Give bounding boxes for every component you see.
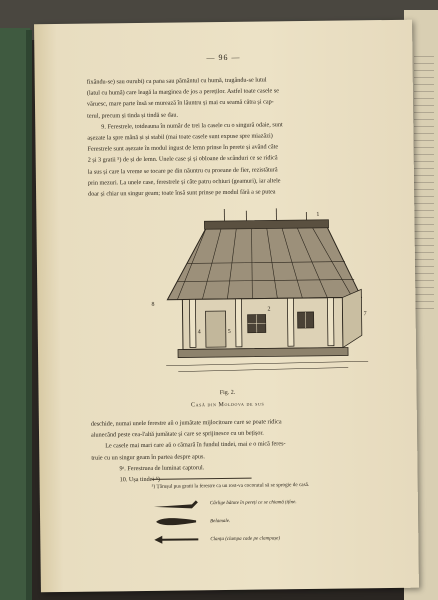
tool-item-label: Belamale. <box>210 518 231 524</box>
text-line: prin mezuri. La unele case, ferestrele și câte patru ochiuri (geamuri), iar altele <box>87 177 281 187</box>
tool-item-hinges <box>152 514 230 529</box>
svg-text:7: 7 <box>363 311 367 318</box>
latch-illustration <box>152 532 202 547</box>
tool-item-label: Clanța (clampa cade pe clampușe) <box>210 535 281 542</box>
text-line: 9. Ferestrele, totdeauna în număr de trei la casele cu o singură odaie, sunt <box>101 121 283 131</box>
figure-label: Fig. 2. <box>219 389 236 397</box>
text-line: Le casele mai mari care aŭ o cămară în fundul tindei, mai e o mică feres- <box>105 440 286 450</box>
text-line: Ferestrele sunt așezate în modul ingust de lemn prinse în perete și având câte <box>87 143 279 153</box>
body-text-bottom <box>91 415 422 486</box>
svg-text:2: 2 <box>267 306 271 313</box>
tool-item-hooks <box>152 495 297 511</box>
svg-text:4: 4 <box>197 329 201 336</box>
text-line: doar și chiar un singur geam; toate însă sunt prinse pe modul fără a se putea <box>88 188 276 198</box>
footnote: ⁵) Țărușul pus gratii la ferestre ca un rost-va cocoratul să se sprogie de casă. <box>151 481 310 490</box>
svg-text:8: 8 <box>151 301 155 308</box>
text-line: alunecând peste cea-l'altă jumătate și care se sprijinesce cu un bețișor. <box>90 429 264 439</box>
text-line: deschide, numai unele ferestre aŭ o jumătate mijlocitoare care se poate ridica <box>90 418 282 428</box>
svg-text:5: 5 <box>227 328 231 335</box>
list-item: 10. Ușa tindei ⁶) <box>119 475 160 484</box>
list-item: 9ᵃ. Ferestruea de luminat captorul. <box>119 464 205 473</box>
house-illustration <box>146 205 378 378</box>
page-number: — 96 — <box>206 52 241 63</box>
text-line: (latul cu humă) care leagă la marginea de jos a pereților. Astfel toate casele se <box>86 87 280 97</box>
text-line: fixându-se) sau ourubi) ca pana sau pământul cu humă, tragându-se lutul <box>86 76 267 86</box>
text-line: așezate la spre mână și și stabil (mai toate casele sunt expuse spre miazăzi) <box>87 132 273 142</box>
text-line: truie cu un singur geam în partea despre apus. <box>91 452 205 462</box>
tool-item-latch <box>152 531 280 547</box>
tool-item-label: Cârlige bătute în pereți ce se chiamă țițîne. <box>209 499 297 506</box>
hook-illustration <box>152 496 202 511</box>
body-text-top <box>87 73 418 200</box>
text-line: 2 și 3 gratii ⁵) de și de lemn. Unele case și și obloane de scânduri ce se ridică <box>87 154 278 165</box>
figure-caption: Casă din Moldova de sus <box>190 401 265 409</box>
text-line: terul, precum și tinda și tindă se dau. <box>87 111 179 120</box>
hinge-illustration <box>152 514 202 529</box>
text-line: văruesc, mare parte însă se murează în lăuntru și mai cu seamă cătra și cap- <box>86 98 274 109</box>
book-page <box>34 20 419 593</box>
svg-text:1: 1 <box>316 211 320 218</box>
text-line: la sus și care la vreme se tocare pe din năuntru cu proeane de fier, rezistătură <box>87 165 278 176</box>
book-cover-edge <box>26 30 32 600</box>
